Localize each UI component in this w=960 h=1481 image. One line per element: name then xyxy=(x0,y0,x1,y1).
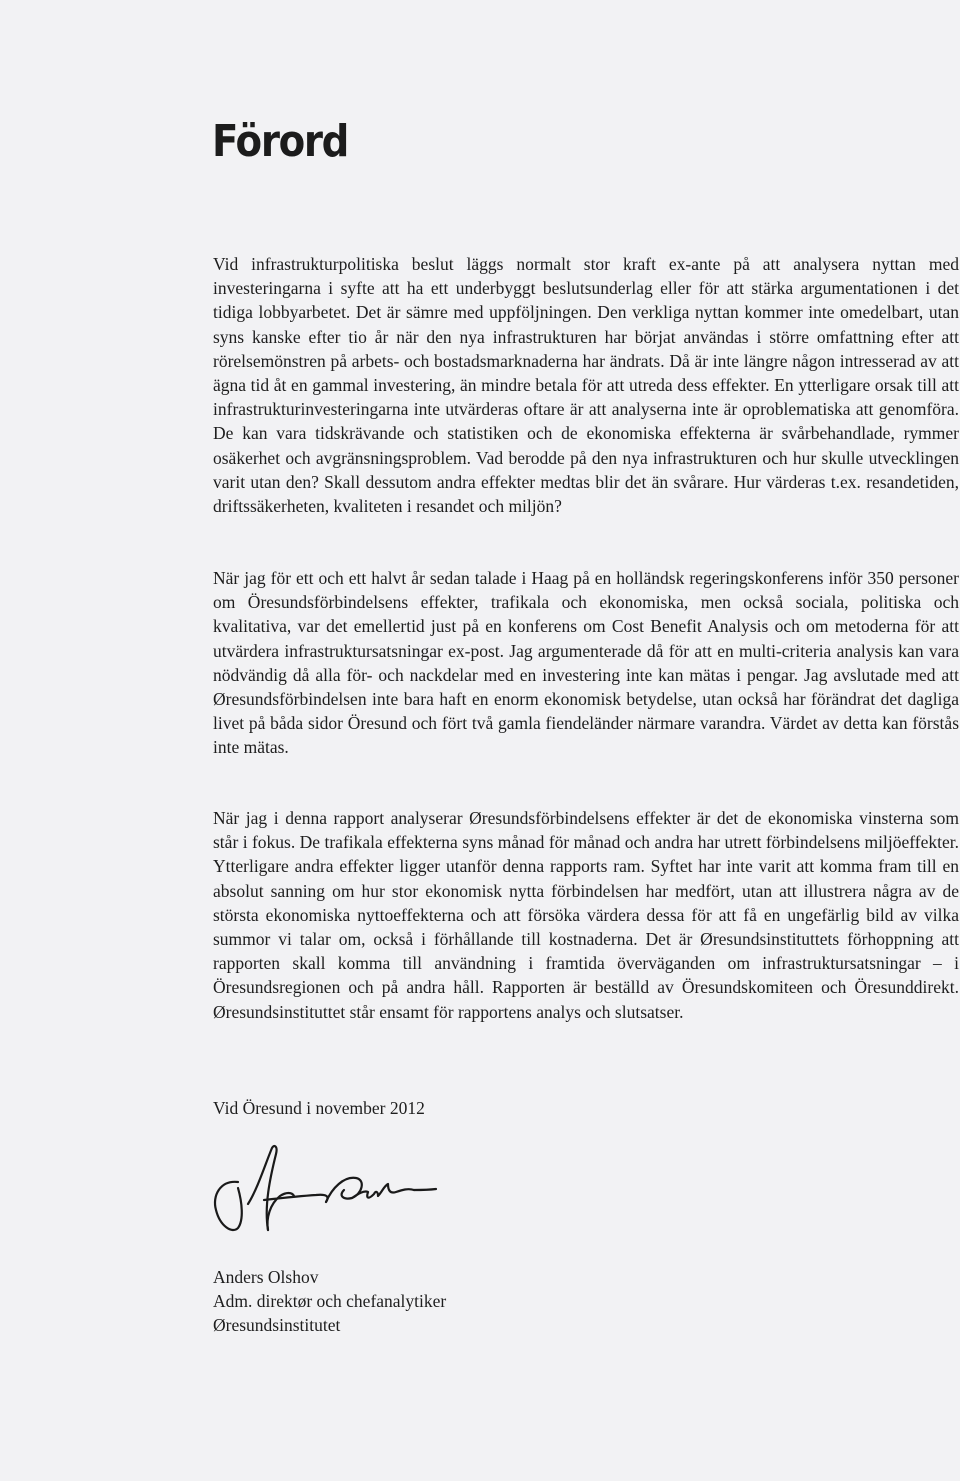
paragraph-2-text: När jag för ett och ett halvt år sedan talade i Haag på en holländsk regeringskonferens inför 350 personer om Öresundsförbindelsens effekter, trafikala och ekonomiska, men också sociala, politiska och kvalitativa, var det emellertid just på en konferens om Cost Benefit Analysis och om metoderna för att utvärdera infrastruktursatsningar ex-post. Jag argumenterade då för att en multi-criteria analysis kan vara nödvändig då alla för- och nackdelar med en investering inte kan mätas i pengar. Jag avslutade med att Øresundsförbindelsen inte bara haft en enorm ekonomisk betydelse, utan också har förändrat det dagliga livet på båda sidor Öresund och fört två gamla fiendeländer närmare varandra. Värdet av detta kan förstås inte mätas. xyxy=(213,568,959,758)
page-title: Förord xyxy=(212,116,349,167)
paragraph-1-text: Vid infrastrukturpolitiska beslut läggs normalt stor kraft ex-ante på att analysera nyttan med investeringarna i syfte att ha ett underbyggt beslutsunderlag eller för att stärka argumentationen i det tidiga lobbyarbetet. Det är sämre med uppföljningen. Den verkliga nyttan kommer inte omedelbart, utan syns kanske efter tio år när den nya infrastrukturen har börjat användas i större omfattning efter att rörelsemönstren på arbets- och bostadsmarknaderna har ändrats. Då är inte längre någon intresserad av att ägna tid åt en gammal investering, än mindre betala för att utreda dess effekter. En ytterligare orsak till att infrastrukturinvesteringarna inte utvärderas oftare är att analyserna inte är oproblematiska att genomföra. De kan vara tidskrävande och statistiken och de ekonomiska effekterna är svårbehandlade, rymmer osäkerhet och avgränsningsproblem. Vad berodde på den nya infrastrukturen och hur skulle utvecklingen varit utan den? Skall dessutom andra effekter medtas blir det än svårare. Hur värderas t.ex. resandetiden, driftssäkerheten, kvaliteten i resandet och miljön? xyxy=(213,254,959,517)
paragraph-3-text: När jag i denna rapport analyserar Øresundsförbindelsens effekter är det de ekonomiska vinsterna som står i fokus. De trafikala effekterna syns månad för månad och andra har utrett förbindelsens miljöeffekter. Ytterligare andra effekter ligger utanför denna rapports ram. Syftet har inte varit att komma fram till en absolut sanning om hur stor ekonomisk nytta förbindelsen har medfört, utan att illustrera några av de största ekonomiska nyttoeffekterna och att försöka värdera dessa för att få en ungefärlig bild av vilka summor vi talar om, också i förhållande till kostnaderna. Det är Øresundsinstituttets förhoppning att rapporten skall komma till användning i framtida överväganden om infrastruktursatsningar – i Öresundsregionen och på andra håll. Rapporten är beställd av Öresundskomiteen och Öresunddirekt. Øresundsinstituttet står ensamt för rapportens analys och slutsatser. xyxy=(213,808,959,1022)
signatory-name: Anders Olshov xyxy=(213,1267,319,1287)
paragraph-3 xyxy=(213,806,959,1024)
paragraph-1 xyxy=(213,252,959,518)
signatory-organization: Øresundsinstitutet xyxy=(213,1315,341,1336)
closing-line: Vid Öresund i november 2012 xyxy=(213,1098,425,1118)
signature-block xyxy=(213,1265,446,1338)
paragraph-2 xyxy=(213,566,959,760)
handwritten-signature xyxy=(208,1140,440,1240)
signatory-role: Adm. direktør och chefanalytiker xyxy=(213,1291,447,1312)
